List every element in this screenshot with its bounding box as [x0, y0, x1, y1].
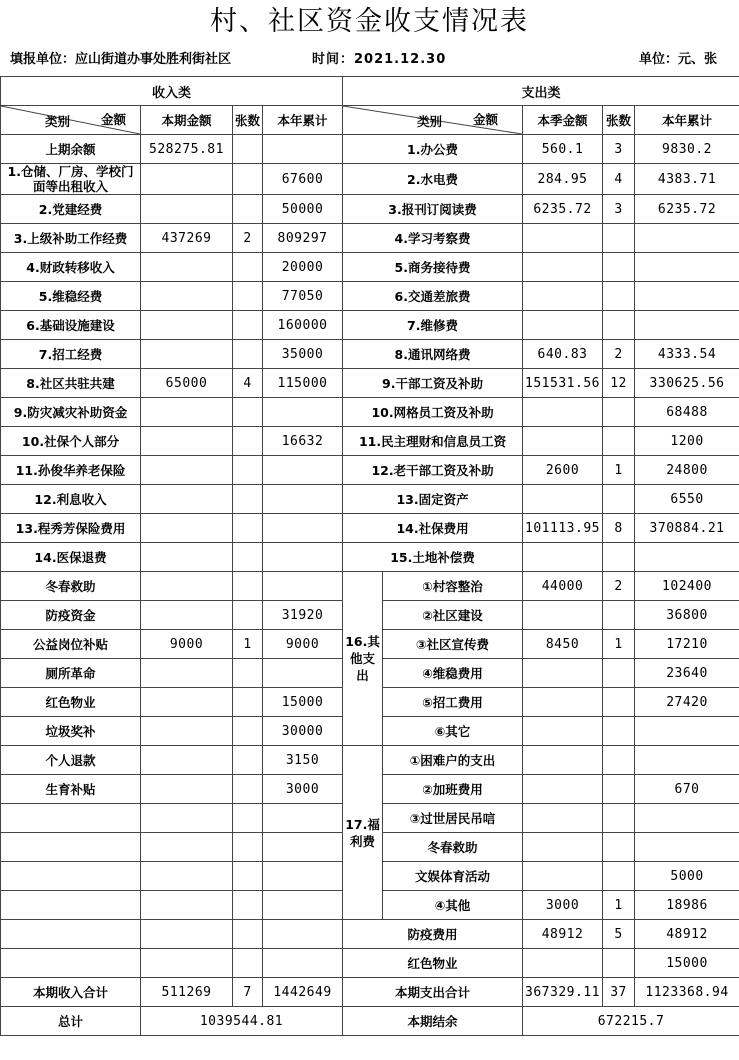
income-item-label: 1.仓储、厂房、学校门面等出租收入 — [1, 164, 141, 195]
expense-count — [603, 804, 635, 833]
expense-period-amount — [523, 398, 603, 427]
expense-item-label: 防疫费用 — [343, 920, 523, 949]
expense-count — [603, 543, 635, 572]
table-row — [1, 456, 739, 485]
expense-period-amount: 151531.56 — [523, 369, 603, 398]
page-title: 村、社区资金收支情况表 — [210, 6, 529, 37]
table-row — [1, 949, 739, 978]
expense-count — [603, 253, 635, 282]
expense-section-header: 支出类 — [343, 77, 739, 106]
expense-period-amount: 640.83 — [523, 340, 603, 369]
income-count — [233, 775, 263, 804]
expense-count: 1 — [603, 630, 635, 659]
income-ytd — [263, 659, 343, 688]
expense-ytd: 24800 — [635, 456, 739, 485]
income-item-label: 生育补贴 — [1, 775, 141, 804]
expense-period-amount — [523, 746, 603, 775]
income-count — [233, 949, 263, 978]
income-item-label — [1, 862, 141, 891]
income-item-label: 12.利息收入 — [1, 485, 141, 514]
income-count — [233, 862, 263, 891]
income-period-amount — [141, 804, 233, 833]
expense-ytd: 18986 — [635, 891, 739, 920]
grand-total-value: 1039544.81 — [141, 1007, 343, 1036]
income-period-amount — [141, 485, 233, 514]
expense-ytd: 48912 — [635, 920, 739, 949]
expense-count — [603, 311, 635, 340]
expense-count — [603, 833, 635, 862]
income-count — [233, 601, 263, 630]
expense-ytd: 23640 — [635, 659, 739, 688]
expense-period-amount: 44000 — [523, 572, 603, 601]
expense-ytd — [635, 717, 739, 746]
expense-item-label: ⑥其它 — [383, 717, 523, 746]
report-date: 时间：2021.12.30 — [312, 52, 447, 67]
income-count — [233, 253, 263, 282]
income-period-amount — [141, 164, 233, 195]
income-item-label: 厕所革命 — [1, 659, 141, 688]
income-item-label — [1, 891, 141, 920]
income-period-amount — [141, 891, 233, 920]
expense-period-amount — [523, 717, 603, 746]
income-ytd — [263, 485, 343, 514]
income-ytd: 16632 — [263, 427, 343, 456]
income-item-label: 8.社区共驻共建 — [1, 369, 141, 398]
income-total-count: 7 — [233, 978, 263, 1007]
expense-ytd: 17210 — [635, 630, 739, 659]
expense-count — [603, 717, 635, 746]
expense-count — [603, 688, 635, 717]
expense-count: 8 — [603, 514, 635, 543]
income-ytd — [263, 833, 343, 862]
income-ytd: 30000 — [263, 717, 343, 746]
expense-count — [603, 601, 635, 630]
table-row — [1, 369, 739, 398]
expense-count — [603, 862, 635, 891]
income-period-amount — [141, 427, 233, 456]
income-count — [233, 833, 263, 862]
income-period-amount — [141, 195, 233, 224]
expense-ytd-header: 本年累计 — [635, 106, 739, 135]
expense-count — [603, 949, 635, 978]
expense-period-amount — [523, 224, 603, 253]
table-row — [1, 282, 739, 311]
expense-item-label: 9.干部工资及补助 — [343, 369, 523, 398]
expense-period-amount — [523, 688, 603, 717]
table-row — [1, 514, 739, 543]
income-total-ytd: 1442649 — [263, 978, 343, 1007]
expense-item-label: 文娱体育活动 — [383, 862, 523, 891]
expense-ytd: 4383.71 — [635, 164, 739, 195]
expense-item-label: 14.社保费用 — [343, 514, 523, 543]
income-ytd: 809297 — [263, 224, 343, 253]
income-period-amount — [141, 717, 233, 746]
expense-item-label: ①困难户的支出 — [383, 746, 523, 775]
income-item-label: 3.上级补助工作经费 — [1, 224, 141, 253]
expense-ytd: 370884.21 — [635, 514, 739, 543]
income-ytd — [263, 949, 343, 978]
table-row — [1, 920, 739, 949]
expense-item-label: ③过世居民吊唁 — [383, 804, 523, 833]
expense-amount-label: 金额 — [473, 112, 499, 127]
income-item-label: 垃圾奖补 — [1, 717, 141, 746]
income-ytd — [263, 543, 343, 572]
income-ytd — [263, 862, 343, 891]
income-item-label: 10.社保个人部分 — [1, 427, 141, 456]
income-period-amount — [141, 543, 233, 572]
expense-count — [603, 427, 635, 456]
income-period-amount — [141, 282, 233, 311]
table-row — [1, 340, 739, 369]
income-period-amount — [141, 398, 233, 427]
expense-period-amount — [523, 311, 603, 340]
income-item-label — [1, 920, 141, 949]
expense-period-amount — [523, 543, 603, 572]
income-ytd — [263, 891, 343, 920]
expense-count: 12 — [603, 369, 635, 398]
expense-ytd: 102400 — [635, 572, 739, 601]
income-ytd — [263, 804, 343, 833]
expense-period-amount: 8450 — [523, 630, 603, 659]
expense-count — [603, 282, 635, 311]
income-count — [233, 572, 263, 601]
expense-ytd — [635, 543, 739, 572]
expense-ytd: 4333.54 — [635, 340, 739, 369]
expense-item-label: ③社区宣传费 — [383, 630, 523, 659]
income-section-header: 收入类 — [1, 77, 343, 106]
income-count — [233, 164, 263, 195]
expense-ytd — [635, 253, 739, 282]
expense-item-label: 15.土地补偿费 — [343, 543, 523, 572]
income-count — [233, 891, 263, 920]
table-row — [1, 543, 739, 572]
expense-count — [603, 485, 635, 514]
group-other-expenses-label: 16.其他支出 — [343, 572, 383, 746]
group-welfare-label: 17.福利费 — [343, 746, 383, 920]
income-count: 4 — [233, 369, 263, 398]
income-count: 2 — [233, 224, 263, 253]
income-period-amount: 528275.81 — [141, 135, 233, 164]
income-item-label — [1, 833, 141, 862]
income-period-amount — [141, 601, 233, 630]
income-ytd: 3000 — [263, 775, 343, 804]
expense-period-amount: 284.95 — [523, 164, 603, 195]
expense-count: 2 — [603, 340, 635, 369]
currency-unit: 单位：元、张 — [638, 52, 717, 67]
income-ytd — [263, 572, 343, 601]
expense-count — [603, 398, 635, 427]
income-ytd: 160000 — [263, 311, 343, 340]
expense-period-amount — [523, 485, 603, 514]
income-count — [233, 746, 263, 775]
table-row — [1, 195, 739, 224]
table-row — [1, 398, 739, 427]
expense-item-label: 3.报刊订阅读费 — [343, 195, 523, 224]
balance-value: 672215.7 — [523, 1007, 739, 1036]
income-count-header: 张数 — [233, 106, 263, 135]
expense-ytd: 330625.56 — [635, 369, 739, 398]
table-row — [1, 224, 739, 253]
income-item-label: 6.基础设施建设 — [1, 311, 141, 340]
expense-period-amount — [523, 833, 603, 862]
expense-total-label: 本期支出合计 — [343, 978, 523, 1007]
income-amount-label: 金额 — [100, 112, 126, 127]
expense-item-label: ④其他 — [383, 891, 523, 920]
income-count — [233, 195, 263, 224]
income-ytd — [263, 135, 343, 164]
income-period-amount — [141, 920, 233, 949]
expense-period-amount — [523, 949, 603, 978]
expense-item-label: 5.商务接待费 — [343, 253, 523, 282]
income-item-label: 4.财政转移收入 — [1, 253, 141, 282]
expense-item-label: ②加班费用 — [383, 775, 523, 804]
income-period-amount: 9000 — [141, 630, 233, 659]
expense-count: 5 — [603, 920, 635, 949]
income-count — [233, 920, 263, 949]
expense-item-label: 11.民主理财和信息员工资 — [343, 427, 523, 456]
income-ytd-header: 本年累计 — [263, 106, 343, 135]
income-period-amount-header: 本期金额 — [141, 106, 233, 135]
income-period-amount — [141, 572, 233, 601]
expense-ytd: 6550 — [635, 485, 739, 514]
expense-count: 3 — [603, 195, 635, 224]
balance-label: 本期结余 — [343, 1007, 523, 1036]
expense-item-label: 12.老干部工资及补助 — [343, 456, 523, 485]
table-row — [1, 746, 739, 775]
income-item-label: 冬春救助 — [1, 572, 141, 601]
expense-period-amount — [523, 862, 603, 891]
income-count — [233, 340, 263, 369]
income-count — [233, 311, 263, 340]
income-count — [233, 543, 263, 572]
expense-count — [603, 746, 635, 775]
income-total-amount: 511269 — [141, 978, 233, 1007]
income-count — [233, 804, 263, 833]
totals-row — [1, 978, 739, 1007]
expense-period-amount — [523, 659, 603, 688]
income-count: 1 — [233, 630, 263, 659]
income-item-label: 13.程秀芳保险费用 — [1, 514, 141, 543]
expense-period-amount — [523, 427, 603, 456]
expense-total-count: 37 — [603, 978, 635, 1007]
expense-ytd: 6235.72 — [635, 195, 739, 224]
income-item-label: 防疫资金 — [1, 601, 141, 630]
expense-item-label: ⑤招工费用 — [383, 688, 523, 717]
expense-count — [603, 224, 635, 253]
income-ytd: 67600 — [263, 164, 343, 195]
expense-ytd — [635, 224, 739, 253]
expense-period-amount — [523, 282, 603, 311]
income-count — [233, 717, 263, 746]
table-row — [1, 135, 739, 164]
expense-item-label: 2.水电费 — [343, 164, 523, 195]
income-ytd: 35000 — [263, 340, 343, 369]
expense-item-label: 冬春救助 — [383, 833, 523, 862]
expense-item-label: 10.网格员工资及补助 — [343, 398, 523, 427]
table-row — [1, 164, 739, 195]
income-ytd: 20000 — [263, 253, 343, 282]
income-period-amount — [141, 253, 233, 282]
income-item-label: 红色物业 — [1, 688, 141, 717]
income-item-label: 5.维稳经费 — [1, 282, 141, 311]
income-item-label: 个人退款 — [1, 746, 141, 775]
expense-ytd: 68488 — [635, 398, 739, 427]
income-diagonal-header — [1, 106, 141, 135]
table-row — [1, 485, 739, 514]
income-item-label: 11.孙俊华养老保险 — [1, 456, 141, 485]
income-period-amount: 65000 — [141, 369, 233, 398]
income-ytd: 115000 — [263, 369, 343, 398]
income-period-amount — [141, 833, 233, 862]
expense-period-amount: 101113.95 — [523, 514, 603, 543]
income-count — [233, 282, 263, 311]
expense-item-label: 13.固定资产 — [343, 485, 523, 514]
income-item-label: 上期余额 — [1, 135, 141, 164]
reporting-unit: 填报单位：应山街道办事处胜利街社区 — [10, 52, 232, 67]
table-row — [1, 311, 739, 340]
income-ytd: 15000 — [263, 688, 343, 717]
expense-period-amount — [523, 804, 603, 833]
income-item-label: 2.党建经费 — [1, 195, 141, 224]
expense-item-label: 8.通讯网络费 — [343, 340, 523, 369]
expense-ytd: 9830.2 — [635, 135, 739, 164]
expense-ytd — [635, 833, 739, 862]
income-ytd: 77050 — [263, 282, 343, 311]
expense-ytd: 1200 — [635, 427, 739, 456]
expense-count-header: 张数 — [603, 106, 635, 135]
income-count — [233, 688, 263, 717]
expense-diagonal-header — [343, 106, 523, 135]
income-total-label: 本期收入合计 — [1, 978, 141, 1007]
income-ytd: 9000 — [263, 630, 343, 659]
expense-count: 2 — [603, 572, 635, 601]
income-period-amount: 437269 — [141, 224, 233, 253]
income-ytd: 50000 — [263, 195, 343, 224]
expense-ytd: 670 — [635, 775, 739, 804]
expense-count — [603, 775, 635, 804]
income-ytd: 31920 — [263, 601, 343, 630]
expense-period-amount — [523, 253, 603, 282]
expense-ytd: 15000 — [635, 949, 739, 978]
expense-period-amount: 2600 — [523, 456, 603, 485]
final-row — [1, 1007, 739, 1036]
expense-item-label: 6.交通差旅费 — [343, 282, 523, 311]
income-period-amount — [141, 688, 233, 717]
expense-total-ytd: 1123368.94 — [635, 978, 739, 1007]
income-item-label — [1, 949, 141, 978]
expense-ytd — [635, 804, 739, 833]
income-period-amount — [141, 775, 233, 804]
expense-period-amount — [523, 601, 603, 630]
income-count — [233, 485, 263, 514]
income-period-amount — [141, 514, 233, 543]
table-row — [1, 572, 739, 601]
expense-item-label: ①村容整治 — [383, 572, 523, 601]
table-row — [1, 253, 739, 282]
income-count — [233, 135, 263, 164]
expense-quarter-amount-header: 本季金额 — [523, 106, 603, 135]
expense-ytd — [635, 746, 739, 775]
income-period-amount — [141, 456, 233, 485]
income-period-amount — [141, 659, 233, 688]
expense-ytd — [635, 282, 739, 311]
expense-count: 1 — [603, 891, 635, 920]
grand-total-label: 总计 — [1, 1007, 141, 1036]
income-ytd — [263, 920, 343, 949]
income-count — [233, 514, 263, 543]
ledger-table — [0, 76, 739, 1036]
income-period-amount — [141, 746, 233, 775]
expense-ytd: 36800 — [635, 601, 739, 630]
income-item-label — [1, 804, 141, 833]
income-count — [233, 398, 263, 427]
expense-ytd — [635, 311, 739, 340]
income-ytd — [263, 398, 343, 427]
income-ytd — [263, 456, 343, 485]
expense-item-label: 4.学习考察费 — [343, 224, 523, 253]
expense-count: 3 — [603, 135, 635, 164]
expense-period-amount: 560.1 — [523, 135, 603, 164]
income-ytd: 3150 — [263, 746, 343, 775]
income-period-amount — [141, 949, 233, 978]
expense-period-amount: 6235.72 — [523, 195, 603, 224]
expense-count: 4 — [603, 164, 635, 195]
expense-item-label: 7.维修费 — [343, 311, 523, 340]
income-item-label: 公益岗位补贴 — [1, 630, 141, 659]
income-category-label: 类别 — [45, 114, 71, 129]
expense-count — [603, 659, 635, 688]
income-period-amount — [141, 340, 233, 369]
expense-ytd: 5000 — [635, 862, 739, 891]
expense-period-amount: 3000 — [523, 891, 603, 920]
income-period-amount — [141, 862, 233, 891]
expense-item-label: 红色物业 — [343, 949, 523, 978]
expense-item-label: ④维稳费用 — [383, 659, 523, 688]
expense-period-amount: 48912 — [523, 920, 603, 949]
income-item-label: 14.医保退费 — [1, 543, 141, 572]
income-period-amount — [141, 311, 233, 340]
expense-category-label: 类别 — [417, 114, 443, 129]
table-row — [1, 427, 739, 456]
income-ytd — [263, 514, 343, 543]
income-item-label: 7.招工经费 — [1, 340, 141, 369]
expense-count: 1 — [603, 456, 635, 485]
expense-item-label: 1.办公费 — [343, 135, 523, 164]
expense-ytd: 27420 — [635, 688, 739, 717]
expense-period-amount — [523, 775, 603, 804]
income-count — [233, 427, 263, 456]
income-count — [233, 659, 263, 688]
expense-total-amount: 367329.11 — [523, 978, 603, 1007]
income-count — [233, 456, 263, 485]
expense-item-label: ②社区建设 — [383, 601, 523, 630]
income-item-label: 9.防灾减灾补助资金 — [1, 398, 141, 427]
